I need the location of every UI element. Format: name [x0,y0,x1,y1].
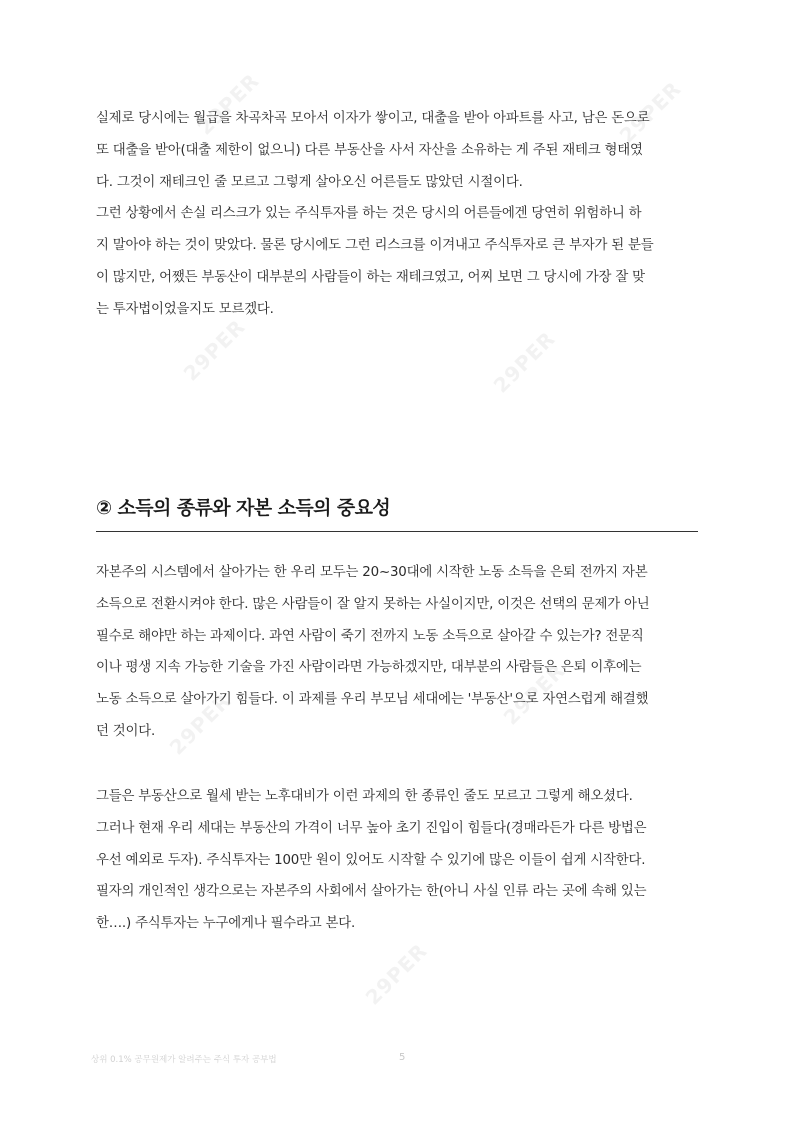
text-line: 우선 예외로 두자). 주식투자는 100만 원이 있어도 시작할 수 있기에 많은 이들이 쉽게 시작한다. [96,852,646,868]
text-line: 그런 상황에서 손실 리스크가 있는 주식투자를 하는 것은 당시의 어른들에겐 당연히 위험하니 하 [96,206,642,222]
watermark: 29PER [614,76,686,148]
paragraph-intro [96,103,700,326]
watermark: 29PER [360,938,432,1010]
watermark: 29PER [192,68,264,140]
text-line: 필수로 해야만 하는 과제이다. 과연 사람이 죽기 전까지 노동 소득으로 살아갈 수 있는가? 전문직 [96,628,644,644]
watermark: 29PER [498,658,570,730]
text-line: 필자의 개인적인 생각으로는 자본주의 사회에서 살아가는 한(아니 사실 인류 라는 곳에 속해 있는 [96,884,647,900]
text-line: 노동 소득으로 살아가기 힘들다. 이 과제를 우리 부모님 세대에는 '부동산'으로 자연스럽게 해결했 [96,692,649,708]
text-line: 실제로 당시에는 월급을 차곡차곡 모아서 이자가 쌓이고, 대출을 받아 아파트를 사고, 남은 돈으로 [96,111,650,126]
text-line: 이 많지만, 어쨌든 부동산이 대부분의 사람들이 하는 재테크였고, 어찌 보면 그 당시에 가장 잘 맞 [96,269,645,285]
text-line: 자본주의 시스템에서 살아가는 한 우리 모두는 20~30대에 시작한 노동 소득을 은퇴 전까지 자본 [96,565,648,580]
text-line: 또 대출을 받아(대출 제한이 없으니) 다른 부동산을 사서 자산을 소유하는 게 주된 재테크 형태였 [96,142,643,158]
page-number: 5 [399,1052,406,1063]
text-line: 그러나 현재 우리 세대는 부동산의 가격이 너무 높아 초기 진입이 힘들다(경매라든가 다른 방법은 [96,820,647,836]
paragraph-stock-investing [96,781,700,940]
watermark: 29PER [164,688,236,760]
text-line: 소득으로 전환시켜야 한다. 많은 사람들이 잘 알지 못하는 사실이지만, 이것은 선택의 문제가 아닌 [96,596,650,612]
watermark: 29PER [178,314,250,386]
section-heading: ② 소득의 종류와 자본 소득의 중요성 [96,497,391,519]
text-line: 그들은 부동산으로 월세 받는 노후대비가 이런 과제의 한 종류인 줄도 모르고 그렇게 해오셨다. [96,789,633,804]
text-line: 다. 그것이 재테크인 줄 모르고 그렇게 살아오신 어른들도 많았던 시절이다. [96,174,523,190]
text-line: 던 것이다. [96,723,156,739]
text-line: 는 투자법이었을지도 모르겠다. [96,301,274,317]
heading-divider [96,531,698,532]
watermark: 29PER [488,326,560,398]
footer-book-title: 상위 0.1% 공무원제가 알려주는 주식 투자 공부법 [91,1055,277,1065]
text-line: 이나 평생 지속 가능한 기술을 가진 사람이라면 가능하겠지만, 대부분의 사람들은 은퇴 이후에는 [96,660,642,676]
text-line: 지 말아야 하는 것이 맞았다. 물론 당시에도 그런 리스크를 이겨내고 주식투자로 큰 부자가 된 분들 [96,238,654,254]
text-line: 한….) 주식투자는 누구에게나 필수라고 본다. [96,916,356,932]
paragraph-capital-income [96,557,700,748]
